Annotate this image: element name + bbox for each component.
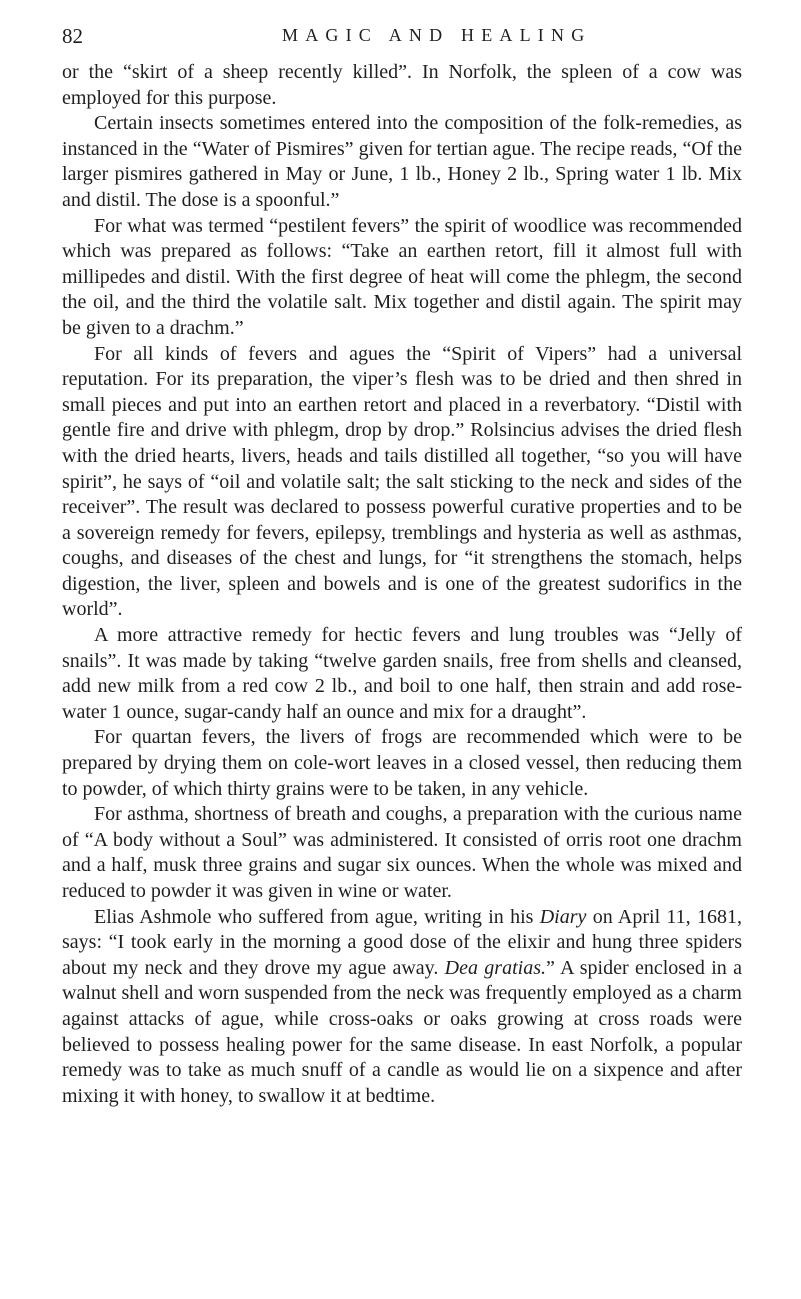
body-text	[62, 60, 742, 1109]
paragraph-jelly-of-snails: A more attractive remedy for hectic fevers and lung troubles was “Jelly of snails”. It was made by taking “twelve garden snails, free from shells and cleansed, add new milk from a red cow 2 lb., and boil to one half, then strain and add rose-water 1 ounce, sugar-candy half an ounce and mix for a draught”.	[62, 624, 742, 723]
paragraph-livers-of-frogs: For quartan fevers, the livers of frogs are recommended which were to be prepared by drying them on cole-wort leaves in a closed vessel, then reducing them to powder, of which thirty grains were to be taken, in any vehicle.	[62, 726, 742, 800]
paragraph-spirit-of-woodlice: For what was termed “pestilent fevers” the spirit of woodlice was recommended which was prepared as follows: “Take an earthen retort, fill it almost full with millipedes and distil. With the first degree of heat will come the phlegm, the second the oil, and the third the volatile salt. Mix together and distil again. The spirit may be given to a drachm.”	[62, 214, 742, 339]
paragraph-body-without-soul: For asthma, shortness of breath and coughs, a preparation with the curious name of “A body without a Soul” was administered. It consisted of orris root one drachm and a half, musk three grains and sugar six ounces. When the whole was mixed and reduced to powder it was given in wine or water.	[62, 803, 742, 902]
running-title: MAGIC AND HEALING	[282, 25, 592, 45]
ashmole-text-1: Elias Ashmole who suffered from ague, writing in his	[94, 905, 540, 928]
paragraph-ashmole-spiders	[62, 905, 742, 1110]
ashmole-text-2: on April 11, 1681, says: “I took early in the morning a good dose of the elixir and hung three spiders about my neck and they drove my ague away.	[62, 905, 742, 979]
paragraph-spirit-of-vipers: For all kinds of fevers and agues the “Spirit of Vipers” had a universal reputation. For its preparation, the viper’s flesh was to be dried and then shred in small pieces and put into an earthen retort and placed in a reverbatory. “Distil with gentle fire and drive with phlegm, drop by drop.” Rolsincius advises the dried flesh with the dried hearts, livers, heads and tails distilled all together, “so you will have spirit”, he says of “oil and volatile salt; the salt sticking to the neck and sides of the receiver”. The result was declared to possess powerful curative properties and to be a sovereign remedy for fevers, epilepsy, tremblings and hysteria as well as asthmas, coughs, and diseases of the chest and lungs, for “it strengthens the stomach, helps digestion, the liver, spleen and bowels and is one of the greatest sudorifics in the world”.	[62, 342, 742, 621]
page-number: 82	[62, 24, 83, 48]
latin-phrase: Dea gratias.	[444, 956, 546, 979]
paragraph-water-of-pismires: Certain insects sometimes entered into the composition of the folk-remedies, as instanced in the “Water of Pismires” given for tertian ague. The recipe reads, “Of the larger pismires gathered in May or June, 1 lb., Honey 2 lb., Spring water 1 lb. Mix and distil. The dose is a spoonful.”	[62, 112, 742, 211]
ashmole-text-3: ” A spider enclosed in a walnut shell and worn suspended from the neck was frequently employed as a charm against attacks of ague, while cross-oaks or oaks growing at cross roads were believed to possess healing power for the same disease. In east Norfolk, a popular remedy was to take as much snuff of a candle as would lie on a sixpence and after mixing it with honey, to swallow it at bedtime.	[62, 956, 742, 1107]
paragraph-sheep-skirt: or the “skirt of a sheep recently killed”. In Norfolk, the spleen of a cow was employed for this purpose.	[62, 61, 742, 109]
running-head	[62, 24, 742, 50]
diary-title: Diary	[539, 905, 587, 928]
